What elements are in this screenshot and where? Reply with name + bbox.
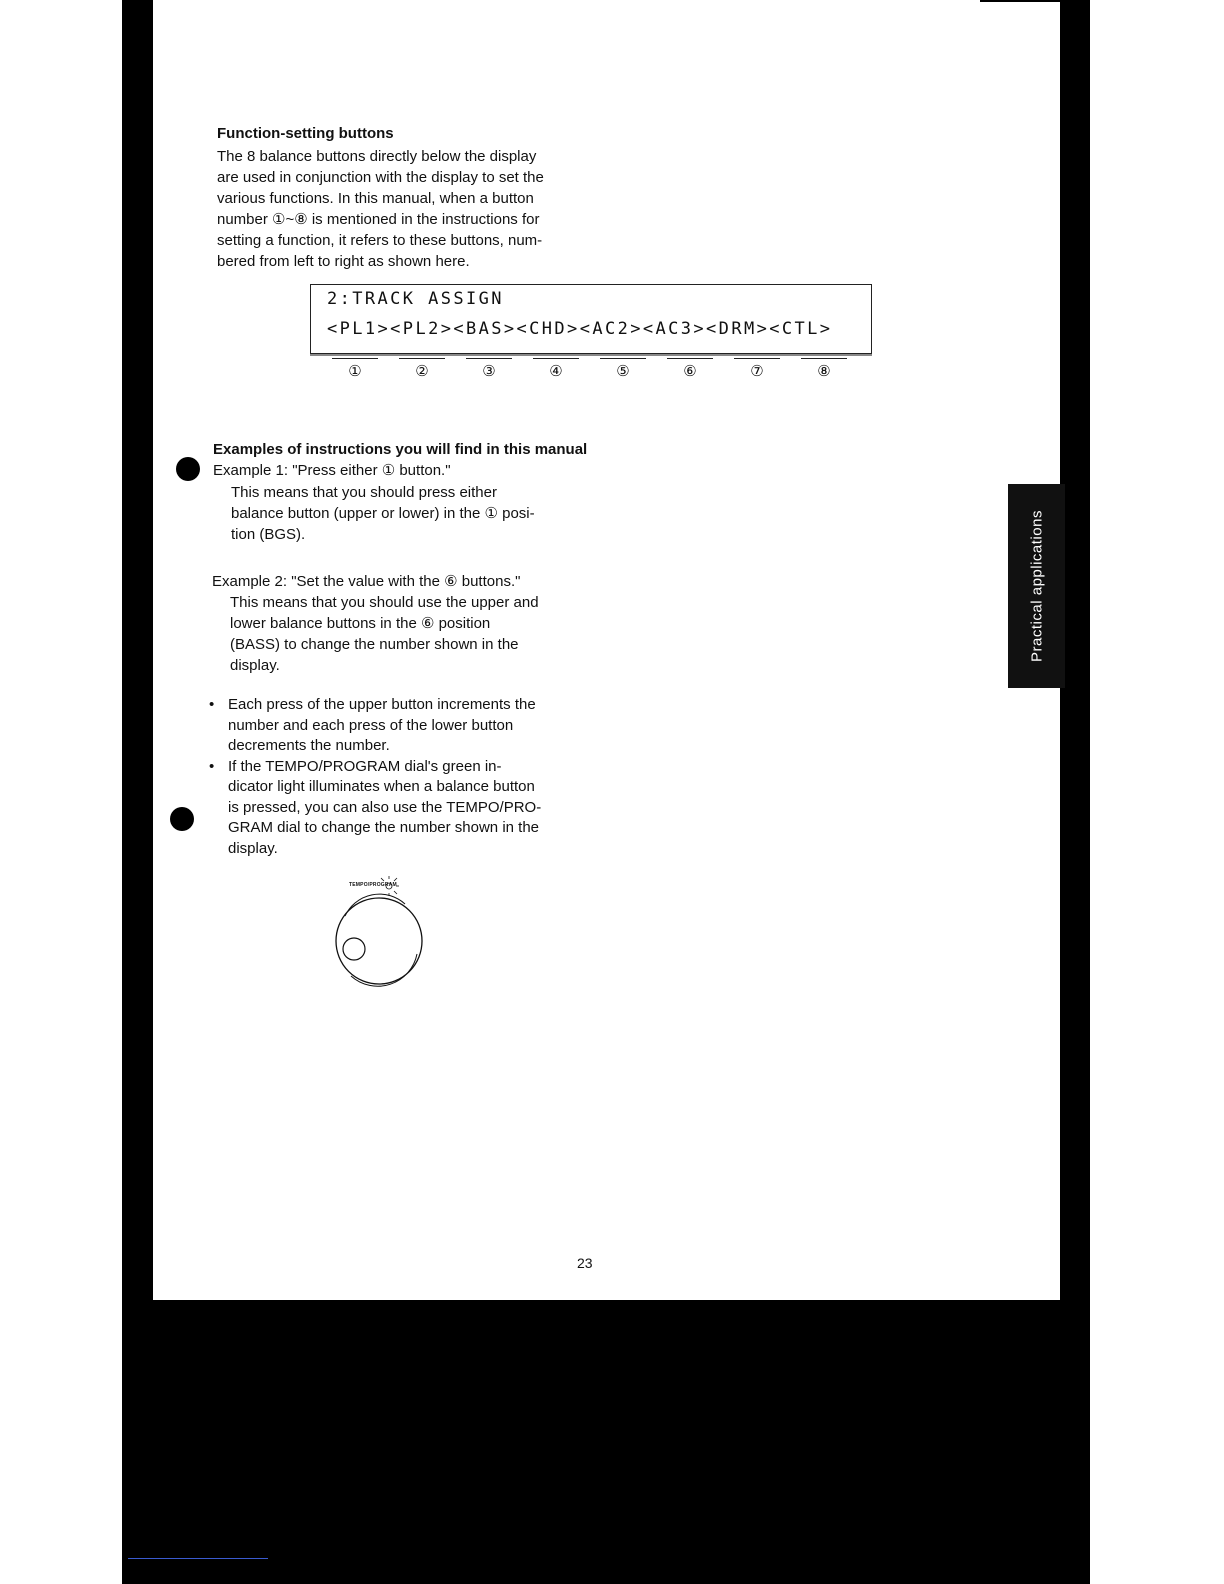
text-line: display. [228, 839, 278, 857]
scan-artifact-line [128, 1558, 268, 1559]
button-number: ⑦ [750, 363, 764, 380]
lcd-shadow [310, 354, 872, 356]
text-line: lower balance buttons in the ⑥ position [230, 615, 491, 632]
text-line: various functions. In this manual, when a button [217, 190, 534, 207]
text-line: This means that you should use the upper and [230, 594, 539, 611]
balance-button-4[interactable] [532, 358, 580, 381]
tempo-program-dial-icon [335, 876, 435, 991]
page-number: 23 [577, 1255, 593, 1271]
text-line: number ①~⑧ is mentioned in the instructions for [217, 211, 540, 228]
notes-list [205, 695, 567, 859]
balance-button-8[interactable] [800, 358, 848, 381]
text-line: Each press of the upper button increments the [228, 696, 536, 713]
example-1-label: Example 1: "Press either ① button." [213, 462, 451, 479]
text-line: The 8 balance buttons directly below the display [217, 148, 537, 165]
text-line: setting a function, it refers to these buttons, num- [217, 232, 543, 249]
button-number: ② [415, 363, 429, 380]
balance-button-6[interactable] [666, 358, 714, 381]
intro-paragraph [217, 146, 577, 272]
heading-function-setting: Function-setting buttons [217, 125, 394, 142]
balance-button-3[interactable] [465, 358, 513, 381]
text-line: display. [230, 657, 280, 674]
balance-button-row [331, 358, 851, 386]
section-tab-label: Practical applications [1028, 510, 1045, 662]
lcd-line-2: <PL1><PL2><BAS><CHD><AC2><AC3><DRM><CTL> [327, 319, 833, 339]
text-line: are used in conjunction with the display to set the [217, 169, 544, 186]
list-item [205, 695, 567, 757]
text-line: dicator light illuminates when a balance button [228, 778, 535, 795]
button-number: ① [348, 363, 362, 380]
lcd-line-1: 2:TRACK ASSIGN [327, 289, 504, 309]
dial-label: TEMPO/PROGRAM [349, 882, 397, 888]
heading-examples: Examples of instructions you will find in this manual [213, 441, 588, 458]
text-line: (BASS) to change the number shown in the [230, 636, 519, 653]
example-2-label: Example 2: "Set the value with the ⑥ buttons." [212, 573, 521, 590]
button-number: ③ [482, 363, 496, 380]
button-number: ⑥ [683, 363, 697, 380]
binder-hole-bottom [170, 807, 194, 831]
text-line: This means that you should press either [231, 484, 497, 501]
button-number: ⑧ [817, 363, 831, 380]
list-item [205, 757, 567, 860]
text-line: decrements the number. [228, 737, 390, 754]
binder-hole-top [176, 457, 200, 481]
text-line: is pressed, you can also use the TEMPO/PRO- [228, 798, 542, 816]
text-line: balance button (upper or lower) in the ① posi- [231, 505, 535, 522]
text-line: GRAM dial to change the number shown in the [228, 819, 540, 836]
lcd-display [310, 284, 872, 354]
button-number: ④ [549, 363, 563, 380]
example-1-body [231, 482, 569, 545]
manual-page [153, 0, 1060, 1300]
balance-button-5[interactable] [599, 358, 647, 381]
text-line: If the TEMPO/PROGRAM dial's green in- [228, 757, 502, 775]
example-2-body [230, 592, 568, 676]
balance-button-2[interactable] [398, 358, 446, 381]
text-line: tion (BGS). [231, 526, 306, 543]
scan-border-bottom [122, 1300, 1090, 1584]
balance-button-1[interactable] [331, 358, 379, 381]
button-number: ⑤ [616, 363, 630, 380]
balance-button-7[interactable] [733, 358, 781, 381]
text-line: number and each press of the lower button [228, 716, 514, 734]
section-tab [1008, 484, 1065, 688]
text-line: bered from left to right as shown here. [217, 253, 470, 270]
